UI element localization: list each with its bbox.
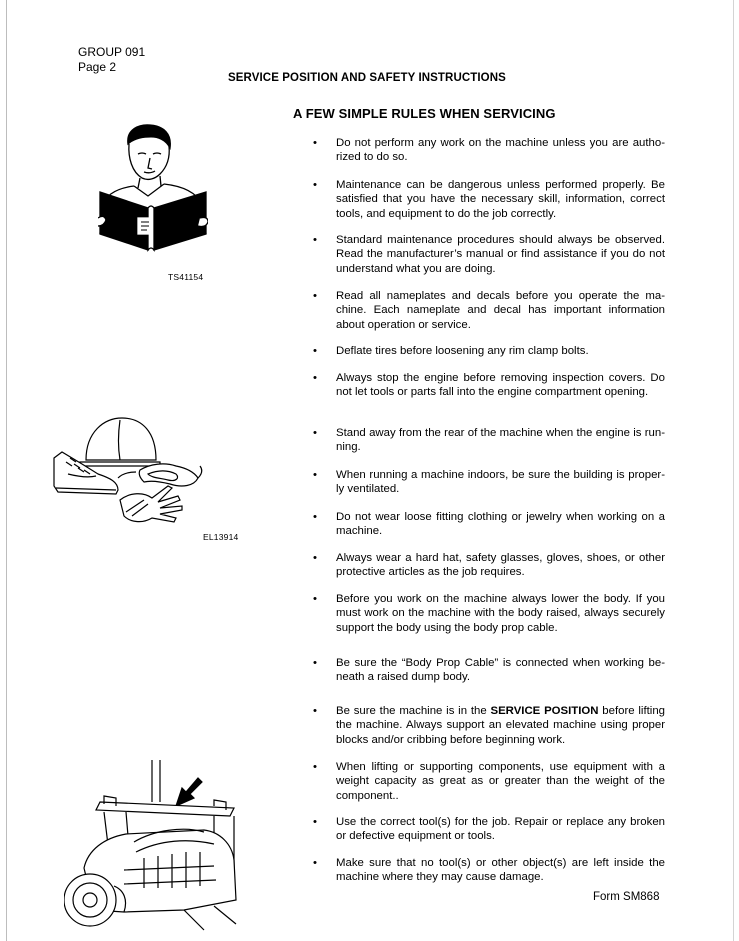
safety-gear-illustration	[48, 416, 203, 528]
page-title: SERVICE POSITION AND SAFETY INSTRUCTIONS	[228, 72, 506, 84]
form-number: Form SM868	[593, 891, 660, 903]
page-border-left	[6, 0, 7, 941]
figure-label-ppe: EL13914	[203, 532, 239, 542]
man-reading-manual-illustration	[98, 122, 208, 252]
group-number: GROUP 091	[78, 45, 146, 59]
page-border-right	[733, 0, 734, 941]
page-number: Page 2	[78, 60, 117, 74]
section-title: A FEW SIMPLE RULES WHEN SERVICING	[293, 106, 556, 121]
group-page-header	[78, 45, 145, 75]
service-position-emphasis: SERVICE POSITION	[490, 705, 599, 717]
engine-hoist-illustration	[64, 760, 244, 940]
figure-label-reader: TS41154	[168, 272, 204, 282]
